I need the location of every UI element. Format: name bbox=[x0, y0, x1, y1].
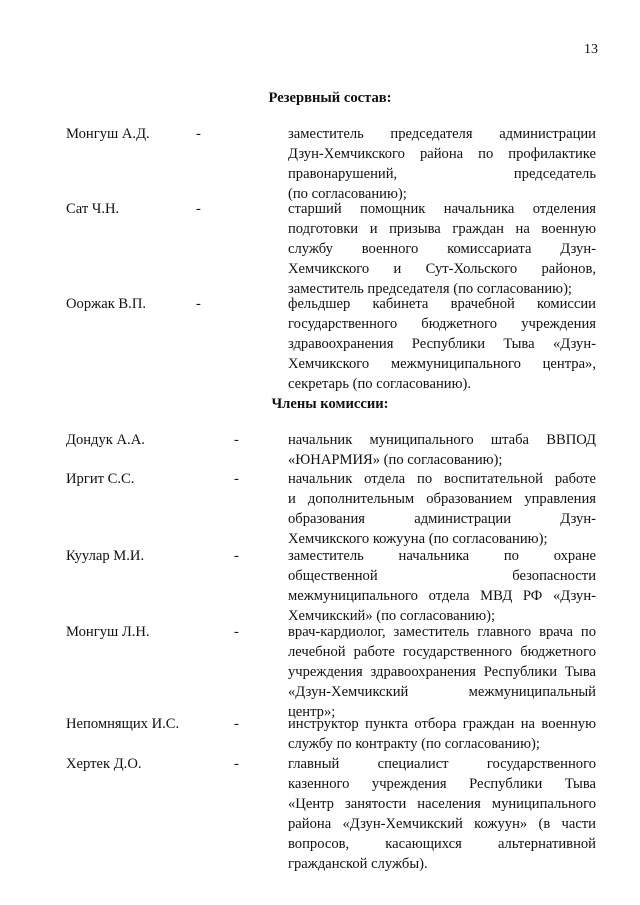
member-name: Непомнящих И.С. bbox=[66, 716, 180, 732]
member-role-description bbox=[288, 199, 596, 299]
description-line: гражданской службы). bbox=[288, 856, 428, 872]
description-line: правонарушений, председатель bbox=[288, 166, 596, 182]
page-number: 13 bbox=[584, 42, 598, 57]
member-role-description bbox=[288, 754, 596, 874]
dash-separator: - bbox=[196, 201, 201, 217]
member-role-description bbox=[288, 469, 596, 549]
description-line: заместитель председателя (по согласованию); bbox=[288, 281, 572, 297]
description-line: района «Дзун-Хемчикский кожуун» (в части bbox=[288, 816, 596, 832]
member-name: Дондук А.А. bbox=[66, 432, 145, 448]
description-line: центр»; bbox=[288, 704, 336, 720]
description-line: государственного бюджетного учреждения bbox=[288, 316, 596, 332]
description-line: начальник муниципального штаба ВВПОД bbox=[288, 432, 596, 448]
description-line: главный специалист государственного bbox=[288, 756, 596, 772]
description-line: заместитель председателя администрации bbox=[288, 126, 596, 142]
description-line: Хемчикский» (по согласованию); bbox=[288, 608, 496, 624]
commission-entry bbox=[0, 754, 640, 872]
description-line: образования администрации Дзун- bbox=[288, 511, 596, 527]
description-line: учреждения здравоохранения Республики Тыва bbox=[288, 664, 596, 680]
description-line: врач-кардиолог, заместитель главного врача по bbox=[288, 624, 596, 640]
dash-separator: - bbox=[234, 716, 239, 732]
member-name: Монгуш А.Д. bbox=[66, 126, 150, 142]
dash-separator: - bbox=[234, 471, 239, 487]
commission-entry bbox=[0, 430, 640, 468]
member-name: Ооржак В.П. bbox=[66, 296, 147, 312]
commission-entry bbox=[0, 546, 640, 624]
dash-separator: - bbox=[234, 624, 239, 640]
members-section-title: Члены комиссии: bbox=[271, 396, 389, 412]
member-name: Хертек Д.О. bbox=[66, 756, 142, 772]
member-name: Иргит С.С. bbox=[66, 471, 135, 487]
description-line: подготовки и призыва граждан на военную bbox=[288, 221, 596, 237]
description-line: фельдшер кабинета врачебной комиссии bbox=[288, 296, 596, 312]
description-line: Хемчикского межмуниципального центра», bbox=[288, 356, 596, 372]
member-role-description bbox=[288, 714, 596, 754]
description-line: старший помощник начальника отделения bbox=[288, 201, 596, 217]
dash-separator: - bbox=[196, 296, 201, 312]
description-line: и дополнительным образованием управления bbox=[288, 491, 596, 507]
description-line: службу военного комиссариата Дзун- bbox=[288, 241, 596, 257]
member-role-description bbox=[288, 546, 596, 626]
description-line: (по согласованию); bbox=[288, 186, 407, 202]
description-line: секретарь (по согласованию). bbox=[288, 376, 472, 392]
commission-entry bbox=[0, 469, 640, 547]
description-line: инструктор пункта отбора граждан на военную bbox=[288, 716, 596, 732]
description-line: Хемчикского кожууна (по согласованию); bbox=[288, 531, 548, 547]
commission-entry bbox=[0, 124, 640, 202]
member-role-description bbox=[288, 294, 596, 394]
description-line: здравоохранения Республики Тыва «Дзун- bbox=[288, 336, 596, 352]
description-line: казенного учреждения Республики Тыва bbox=[288, 776, 596, 792]
dash-separator: - bbox=[234, 432, 239, 448]
member-name: Куулар М.И. bbox=[66, 548, 145, 564]
commission-entry bbox=[0, 294, 640, 392]
description-line: общественной безопасности bbox=[288, 568, 596, 584]
dash-separator: - bbox=[234, 756, 239, 772]
dash-separator: - bbox=[234, 548, 239, 564]
description-line: заместитель начальника по охране bbox=[288, 548, 596, 564]
description-line: вопросов, касающихся альтернативной bbox=[288, 836, 596, 852]
description-line: лечебной работе государственного бюджетного bbox=[288, 644, 596, 660]
description-line: «ЮНАРМИЯ» (по согласованию); bbox=[288, 452, 503, 468]
description-line: начальник отдела по воспитательной работе bbox=[288, 471, 596, 487]
commission-entry bbox=[0, 199, 640, 297]
description-line: Хемчикского и Сут-Хольского районов, bbox=[288, 261, 596, 277]
description-line: «Дзун-Хемчикский межмуниципальный bbox=[288, 684, 596, 700]
description-line: «Центр занятости населения муниципального bbox=[288, 796, 596, 812]
dash-separator: - bbox=[196, 126, 201, 142]
member-role-description bbox=[288, 124, 596, 204]
description-line: межмуниципального отдела МВД РФ «Дзун- bbox=[288, 588, 596, 604]
member-name: Монгуш Л.Н. bbox=[66, 624, 150, 640]
reserve-section-title: Резервный состав: bbox=[268, 90, 392, 106]
member-role-description bbox=[288, 622, 596, 722]
commission-entry bbox=[0, 714, 640, 752]
description-line: Дзун-Хемчикского района по профилактике bbox=[288, 146, 596, 162]
member-role-description bbox=[288, 430, 596, 470]
commission-entry bbox=[0, 622, 640, 720]
description-line: службу по контракту (по согласованию); bbox=[288, 736, 540, 752]
member-name: Сат Ч.Н. bbox=[66, 201, 120, 217]
